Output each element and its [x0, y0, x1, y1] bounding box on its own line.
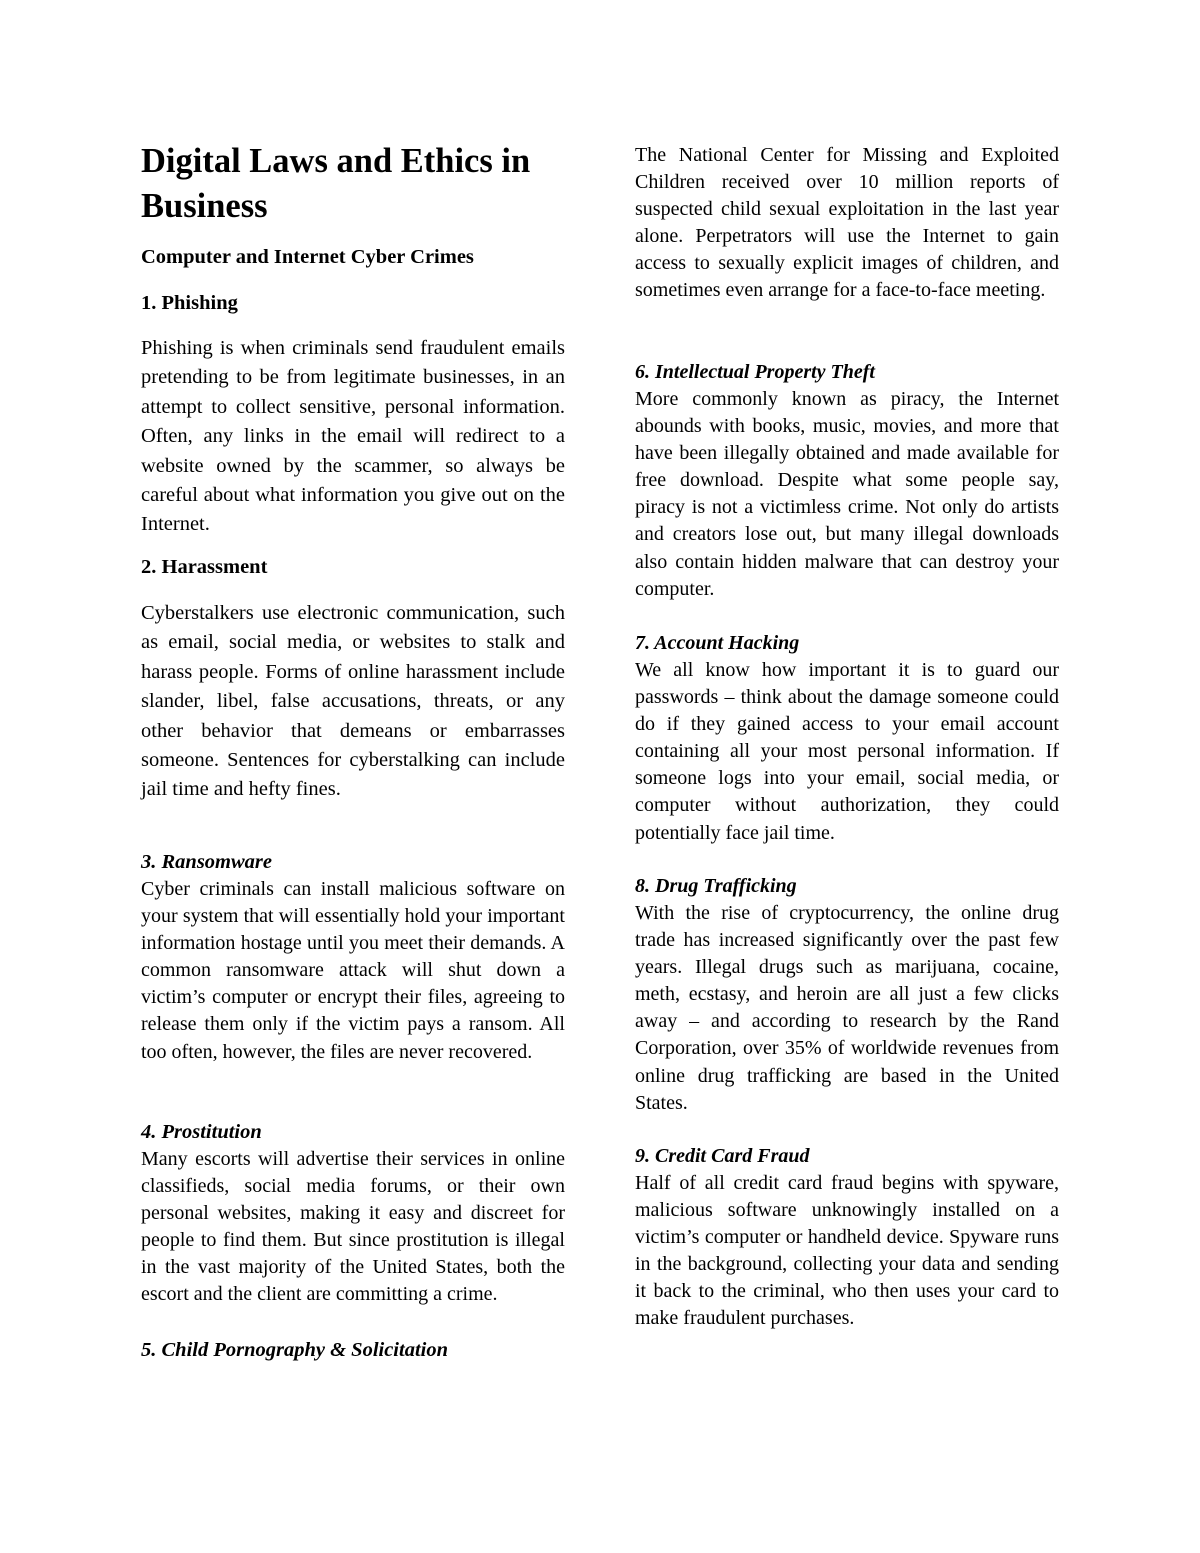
document-title: Digital Laws and Ethics in Business — [141, 142, 531, 225]
section-heading-child-pornography: 5. Child Pornography & Solicitation — [141, 1339, 448, 1361]
section-body-drug-trafficking: With the rise of cryptocurrency, the online drug trade has increased significantly over the past few years. Illegal drugs such as marijuana, cocaine, meth, ecstasy, and heroin are all just a few clicks away – and according to research by the Rand Corporation, over 35% of worldwide revenues from online drug trafficking are based in the United States. — [635, 902, 1059, 1114]
section-body-credit-card-fraud: Half of all credit card fraud begins with spyware, malicious software unknowingly installed on a victim’s computer or handheld device. Spyware runs in the background, collecting your data and sending it back to the criminal, who then uses your card to make fraudulent purchases. — [635, 1172, 1059, 1330]
section-body-child-pornography: The National Center for Missing and Exploited Children received over 10 million reports of suspected child sexual exploitation in the last year alone. Perpetrators will use the Internet to gain access to sexually explicit images of children, and sometimes even arrange for a face-to-face meeting. — [635, 144, 1059, 302]
section-body-prostitution: Many escorts will advertise their services in online classifieds, social media forums, or their own personal websites, making it easy and discreet for people to find them. But since prostitution is illegal in the vast majority of the United States, both the escort and the client are committing a crime. — [141, 1148, 565, 1306]
section-heading-prostitution: 4. Prostitution — [141, 1121, 262, 1143]
section-body-ransomware: Cyber criminals can install malicious software on your system that will essentially hold your important information hostage until you meet their demands. A common ransomware attack will shut down a victim’s computer or encrypt their files, agreeing to release them only if the victim pays a ransom. All too often, however, the files are never recovered. — [141, 878, 565, 1063]
section-heading-intellectual-property: 6. Intellectual Property Theft — [635, 361, 875, 383]
section-heading-account-hacking: 7. Account Hacking — [635, 632, 800, 654]
section-heading-harassment: 2. Harassment — [141, 556, 268, 578]
section-body-intellectual-property: More commonly known as piracy, the Internet abounds with books, music, movies, and more that have been illegally obtained and made available for free download. Despite what some people say, piracy is not a victimless crime. Not only do artists and creators lose out, but many illegal downloads also contain hidden malware that can destroy your computer. — [635, 388, 1059, 600]
section-body-phishing: Phishing is when criminals send fraudulent emails pretending to be from legitimate businesses, in an attempt to collect sensitive, personal information. Often, any links in the email will redirect to a website owned by the scammer, so always be careful about what information you give out on the Internet. — [141, 337, 565, 536]
document-subtitle: Computer and Internet Cyber Crimes — [141, 246, 474, 268]
section-heading-phishing: 1. Phishing — [141, 292, 238, 314]
section-heading-credit-card-fraud: 9. Credit Card Fraud — [635, 1145, 810, 1167]
section-body-harassment: Cyberstalkers use electronic communication, such as email, social media, or websites to stalk and harass people. Forms of online harassment include slander, libel, false accusations, threats, or any other behavior that demeans or embarrasses someone. Sentences for cyberstalking can include jail time and hefty fines. — [141, 602, 565, 801]
section-body-account-hacking: We all know how important it is to guard our passwords – think about the damage someone could do if they gained access to your email account containing all your most personal information. If someone logs into your email, social media, or computer without authorization, they could potentially face jail time. — [635, 659, 1059, 844]
section-heading-drug-trafficking: 8. Drug Trafficking — [635, 875, 797, 897]
section-heading-ransomware: 3. Ransomware — [141, 851, 272, 873]
